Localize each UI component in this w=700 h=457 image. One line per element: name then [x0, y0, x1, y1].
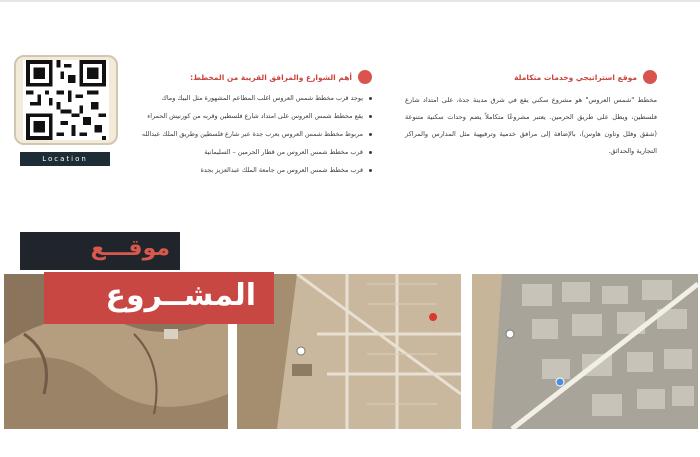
watermark-logo: حراج [505, 428, 539, 444]
list-item: قرب مخطط شمس العروس من قطار الحرمين – السليمانية [140, 146, 372, 159]
banner-line2: المشــروع [105, 278, 256, 313]
satellite-photos [0, 232, 700, 457]
nearby-facilities-section [140, 70, 372, 182]
qr-code-icon[interactable] [23, 60, 109, 140]
section-body: مخطط "شمس العروس" هو مشروع سكني يقع في شرق مدينة جدة، على امتداد شارع فلسطين، ويطل على طريق الحرمين. يعتبر مشروعًا متكاملاً يضم وحدات سكنية متنوعة (شقق وفلل وتاون هاوس)، بالإضافة إلى مرافق خدمية وترفيهية مثل المدارس والمراكز التجارية والحدائق. [405, 96, 657, 155]
section-bullet-icon [358, 70, 372, 84]
section-bullet-icon [643, 70, 657, 84]
urban-district-image [472, 274, 698, 429]
location-label[interactable]: Location [20, 152, 110, 166]
strategic-location-section [405, 70, 657, 160]
banner-top [20, 232, 180, 270]
section-title: أهم الشوارع والمرافق القريبة من المخطط: [190, 72, 352, 82]
banner-main [44, 272, 274, 324]
list-item: يقع مخطط شمس العروس على امتداد شارع فلسطين وقربه من كورنيش الحمراء [140, 110, 372, 123]
section-title: موقع استراتيجي وخدمات متكاملة [514, 72, 637, 82]
top-divider [0, 0, 700, 2]
banner-line1: موقـــع [90, 236, 170, 261]
list-item: مربوط مخطط شمس العروس بعرب جدة عبر شارع فلسطين وطريق الملك عبدالله [140, 128, 372, 141]
list-item: قرب مخطط شمس العروس من جامعة الملك عبدالعزيز بجدة [140, 164, 372, 177]
list-item: يوجد قرب مخطط شمس العروس اغلب المطاعم المشهورة مثل البيك وماك [140, 92, 372, 105]
satellite-image-district [472, 274, 698, 429]
